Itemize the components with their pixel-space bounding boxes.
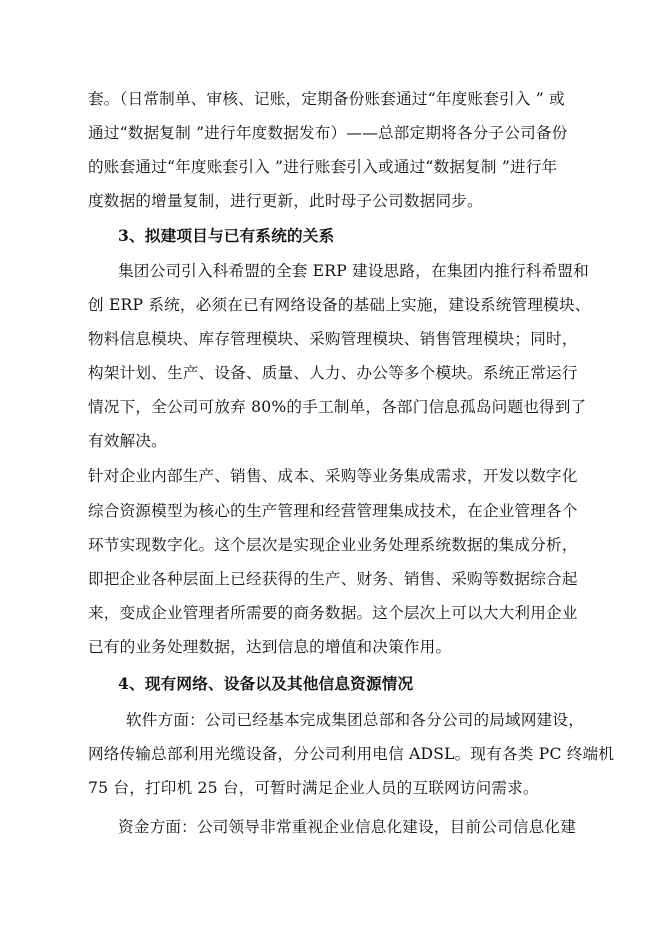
paragraph-line: 已有的业务处理数据，达到信息的增值和决策作用。 xyxy=(88,638,452,656)
paragraph-line: 有效解决。 xyxy=(88,432,167,450)
paragraph-line: 75 台，打印机 25 台，可暂时满足企业人员的互联网访问需求。 xyxy=(88,779,539,797)
paragraph-line: 针对企业内部生产、销售、成本、采购等业务集成需求，开发以数字化 xyxy=(88,467,578,485)
paragraph-line: 集团公司引入科希盟的全套 ERP 建设思路，在集团内推行科希盟和 xyxy=(118,262,589,280)
section-heading: 3、拟建项目与已有系统的关系 xyxy=(118,226,335,245)
paragraph-line: 通过“数据复制 ”进行年度数据发布）——总部定期将各分子公司备份 xyxy=(88,124,568,142)
paragraph-line: 构架计划、生产、设备、质量、人力、办公等多个模块。系统正常运行 xyxy=(88,364,578,382)
paragraph-line: 资金方面：公司领导非常重视企业信息化建设，目前公司信息化建 xyxy=(118,818,577,836)
paragraph-line: 环节实现数字化。这个层次是实现企业业务处理系统数据的集成分析， xyxy=(88,536,578,554)
paragraph-line: 来，变成企业管理者所需要的商务数据。这个层次上可以大大利用企业 xyxy=(88,604,578,622)
paragraph-line: 套。（日常制单、审核、记账，定期备份账套通过“年度账套引入 ” 或 xyxy=(88,90,565,108)
paragraph-line: 软件方面：公司已经基本完成集团总部和各分公司的局域网建设， xyxy=(126,711,585,729)
paragraph-line: 物料信息模块、库存管理模块、采购管理模块、销售管理模块；同时， xyxy=(88,330,578,348)
paragraph-line: 的账套通过“年度账套引入 ”进行账套引入或通过“数据复制 ”进行年 xyxy=(88,158,558,176)
paragraph-line: 情况下，全公司可放弃 80%的手工制单，各部门信息孤岛问题也得到了 xyxy=(88,398,587,416)
paragraph-line: 创 ERP 系统，必须在已有网络设备的基础上实施，建设系统管理模块、 xyxy=(88,296,591,314)
paragraph-line: 综合资源模型为核心的生产管理和经营管理集成技术，在企业管理各个 xyxy=(88,502,578,520)
paragraph-line: 度数据的增量复制，进行更新，此时母子公司数据同步。 xyxy=(88,192,483,210)
paragraph-line: 网络传输总部利用光缆设备，分公司利用电信 ADSL。现有各类 PC 终端机 xyxy=(88,745,615,763)
section-heading: 4、现有网络、设备以及其他信息资源情况 xyxy=(118,674,414,693)
paragraph-line: 即把企业各种层面上已经获得的生产、财务、销售、采购等数据综合起 xyxy=(88,570,578,588)
